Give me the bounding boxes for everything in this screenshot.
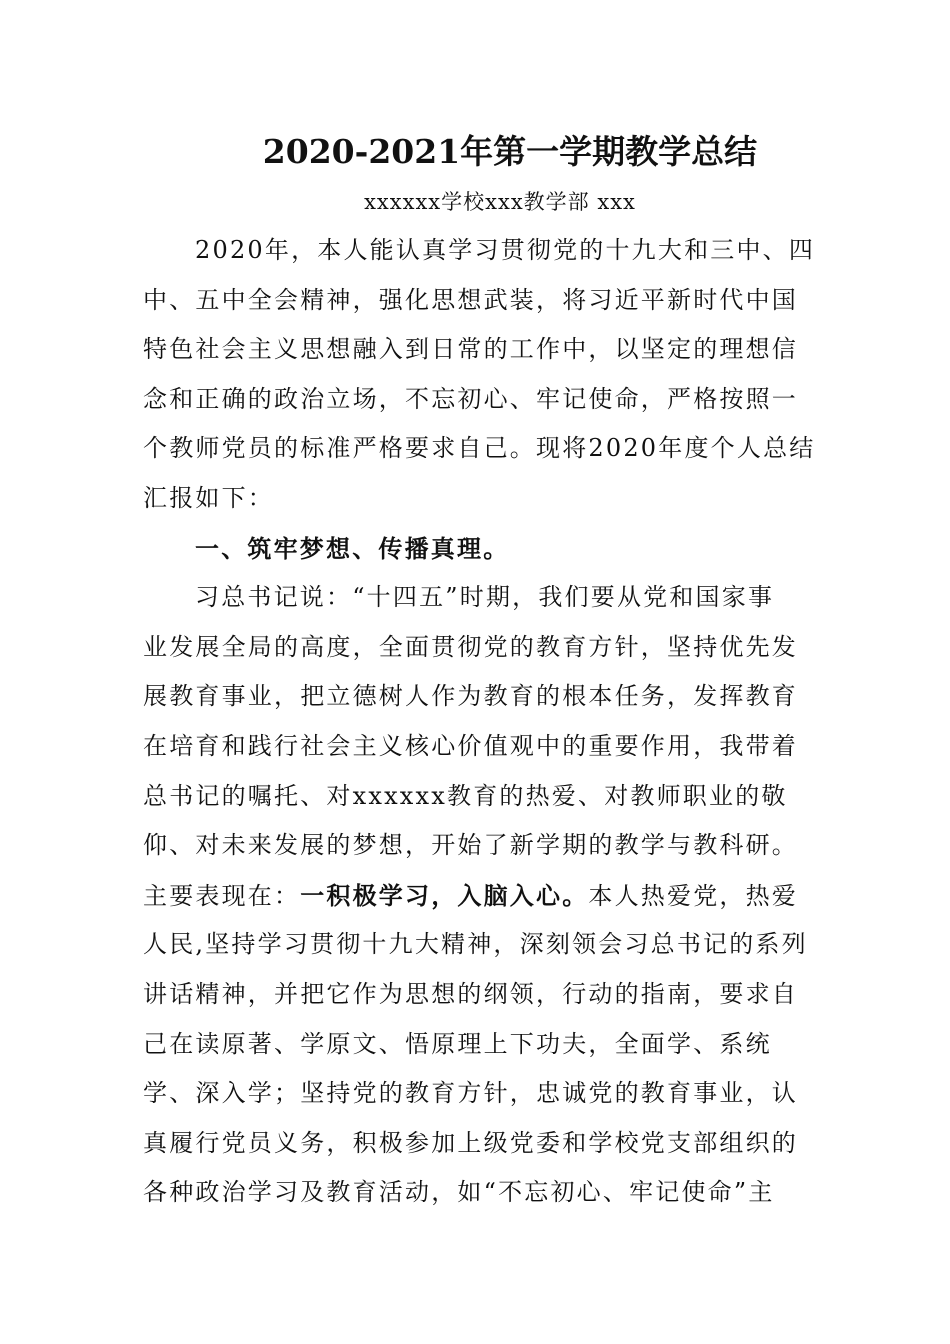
body-line: 各种政治学习及教育活动，如“不忘初心、牢记使命”主: [143, 1178, 775, 1207]
body-line: 己在读原著、学原文、悟原理上下功夫，全面学、系统: [143, 1029, 772, 1058]
body-line: 个教师党员的标准严格要求自己。现将2020年度个人总结: [143, 434, 816, 463]
body-line: 展教育事业，把立德树人作为教育的根本任务，发挥教育: [143, 682, 798, 711]
body-line: 学、深入学；坚持党的教育方针，忠诚党的教育事业，认: [143, 1079, 798, 1108]
body-line: 在培育和践行社会主义核心价值观中的重要作用，我带着: [143, 731, 798, 760]
body-line: 2020年，本人能认真学习贯彻党的十九大和三中、四: [195, 236, 816, 264]
body-line-mixed: [143, 871, 803, 921]
body-line: 念和正确的政治立场，不忘初心、牢记使命，严格按照一: [143, 384, 798, 413]
body-line: 真履行党员义务，积极参加上级党委和学校党支部组织的: [143, 1128, 798, 1157]
inline-heading: 一积极学习，入脑入心。: [300, 880, 589, 910]
body-line: 业发展全局的高度，全面贯彻党的教育方针，坚持优先发: [143, 632, 798, 661]
body-line: 特色社会主义思想融入到日常的工作中，以坚定的理想信: [143, 335, 798, 364]
body-line: 讲话精神，并把它作为思想的纲领，行动的指南，要求自: [143, 979, 798, 1008]
body-line-text: 本人热爱党，热爱: [588, 881, 799, 910]
body-line: 人民,坚持学习贯彻十九大精神，深刻领会习总书记的系列: [143, 930, 808, 959]
body-line: 总书记的嘱托、对xxxxxx教育的热爱、对教师职业的敬: [143, 781, 788, 810]
body-line: 仰、对未来发展的梦想，开始了新学期的教学与教科研。: [143, 831, 798, 860]
body-line: 习总书记说：“十四五”时期，我们要从党和国家事: [195, 583, 775, 612]
body-line: 汇报如下：: [143, 483, 274, 512]
section-heading: 一、筑牢梦想、传播真理。: [195, 533, 510, 563]
document-title: 2020-2021年第一学期教学总结: [262, 132, 758, 171]
body-line-text: 主要表现在：: [143, 881, 301, 910]
body-line: 中、五中全会精神，强化思想武装，将习近平新时代中国: [143, 285, 798, 314]
document-body: [143, 226, 816, 1218]
document-byline: xxxxxx学校xxx教学部 xxx: [364, 190, 636, 214]
